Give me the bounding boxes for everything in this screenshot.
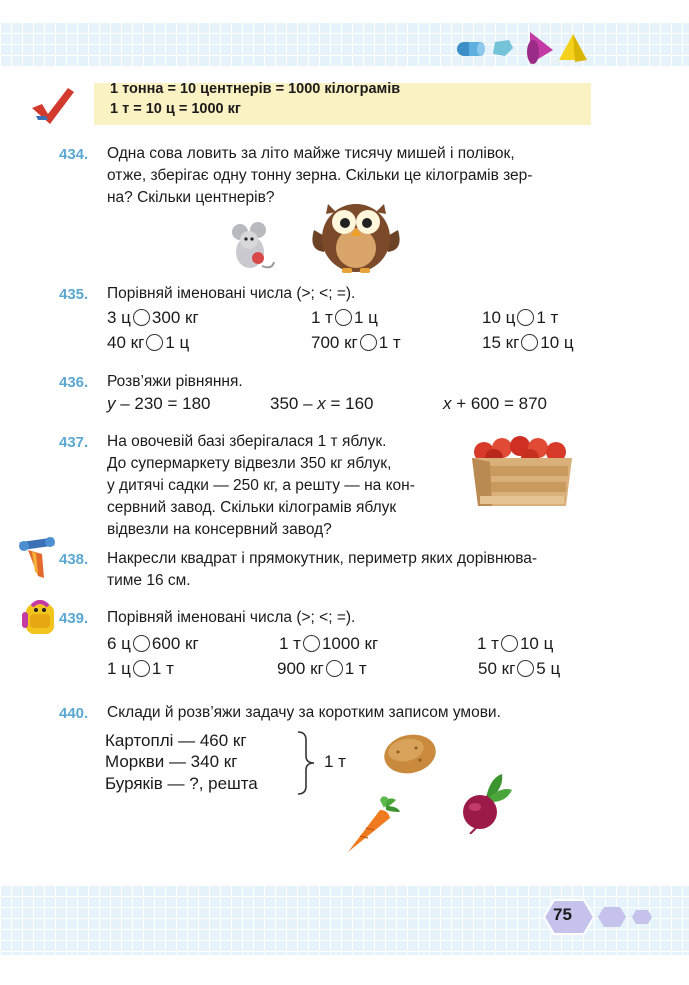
task-437-line-2: До супермаркету відвезли 350 кг яблук, — [107, 455, 392, 472]
potato-illustration — [380, 730, 440, 776]
rule-line-1: 1 тонна = 10 центнерів = 1000 кілограмів — [110, 81, 401, 97]
curly-brace-icon — [294, 730, 316, 796]
compare-item: 1 т 1000 кг — [279, 634, 379, 653]
carrot-illustration — [340, 796, 404, 856]
task-434-line-1: Одна сова ловить за літо майже тисячу мишей і полівок, — [107, 145, 515, 162]
task-436-number: 436. — [59, 374, 89, 391]
compare-item: 10 ц 1 т — [482, 308, 559, 327]
compare-circle[interactable] — [146, 334, 163, 351]
owl-illustration — [306, 190, 406, 274]
task-435-number: 435. — [59, 286, 89, 303]
compare-circle[interactable] — [521, 334, 538, 351]
compare-item: 1 т 10 ц — [477, 634, 554, 653]
compare-circle[interactable] — [133, 660, 150, 677]
compare-circle[interactable] — [517, 309, 534, 326]
beet-illustration — [450, 772, 514, 834]
compare-item: 700 кг 1 т — [311, 333, 401, 352]
compare-item: 40 кг 1 ц — [107, 333, 190, 352]
list-item: Буряків — ?, решта — [105, 774, 258, 793]
compare-circle[interactable] — [303, 635, 320, 652]
task-437-line-5: відвезли на консервний завод? — [107, 521, 332, 538]
compare-circle[interactable] — [133, 635, 150, 652]
compare-item: 6 ц 600 кг — [107, 634, 199, 653]
task-437-number: 437. — [59, 434, 89, 451]
task-440-number: 440. — [59, 705, 89, 722]
task-434-number: 434. — [59, 146, 89, 163]
geometric-shapes-icon — [455, 28, 595, 68]
task-437-line-4: сервний завод. Скільки кілограмів яблук — [107, 499, 397, 516]
compare-item: 1 т 1 ц — [311, 308, 378, 327]
task-439-text: Порівняй іменовані числа (>; <; =). — [107, 609, 356, 626]
task-439-number: 439. — [59, 610, 89, 627]
compare-circle[interactable] — [326, 660, 343, 677]
equation-3: x + 600 = 870 — [443, 394, 547, 413]
task-436-text: Розв’яжи рівняння. — [107, 373, 243, 390]
task-440-text: Склади й розв’яжи задачу за коротким записом умови. — [107, 704, 501, 721]
ruler-pencil-icon — [18, 536, 58, 580]
task-438-line-1: Накресли квадрат і прямокутник, периметр яких дорівнюва- — [107, 550, 538, 567]
compare-circle[interactable] — [133, 309, 150, 326]
compare-item: 1 ц 1 т — [107, 659, 174, 678]
task-437-line-3: у дитячі садки — 250 кг, а решту — на кон- — [107, 477, 415, 494]
equation-2: 350 – x = 160 — [270, 394, 374, 413]
task-434-line-3: на? Скільки центнерів? — [107, 189, 275, 206]
compare-circle[interactable] — [501, 635, 518, 652]
task-434-line-2: отже, зберігає одну тонну зерна. Скільки це кілограмів зер- — [107, 167, 533, 184]
list-item: Моркви — 340 кг — [105, 752, 238, 771]
page-number: 75 — [553, 905, 572, 924]
task-437-line-1: На овочевій базі зберігалася 1 т яблук. — [107, 433, 387, 450]
task-435-text: Порівняй іменовані числа (>; <; =). — [107, 285, 356, 302]
apple-crate-illustration — [470, 432, 574, 510]
equation-1: y – 230 = 180 — [107, 394, 211, 413]
task-438-number: 438. — [59, 551, 89, 568]
mouse-illustration — [228, 218, 276, 272]
rule-line-2: 1 т = 10 ц = 1000 кг — [110, 101, 241, 117]
list-item: Картоплі — 460 кг — [105, 731, 247, 750]
backpack-icon — [20, 598, 60, 636]
total-label: 1 т — [324, 752, 346, 771]
compare-item: 900 кг 1 т — [277, 659, 367, 678]
check-mark-icon — [28, 86, 76, 126]
task-438-line-2: тиме 16 см. — [107, 572, 191, 589]
compare-item: 15 кг 10 ц — [482, 333, 574, 352]
compare-item: 50 кг 5 ц — [478, 659, 561, 678]
compare-circle[interactable] — [360, 334, 377, 351]
compare-circle[interactable] — [335, 309, 352, 326]
compare-circle[interactable] — [517, 660, 534, 677]
compare-item: 3 ц 300 кг — [107, 308, 199, 327]
